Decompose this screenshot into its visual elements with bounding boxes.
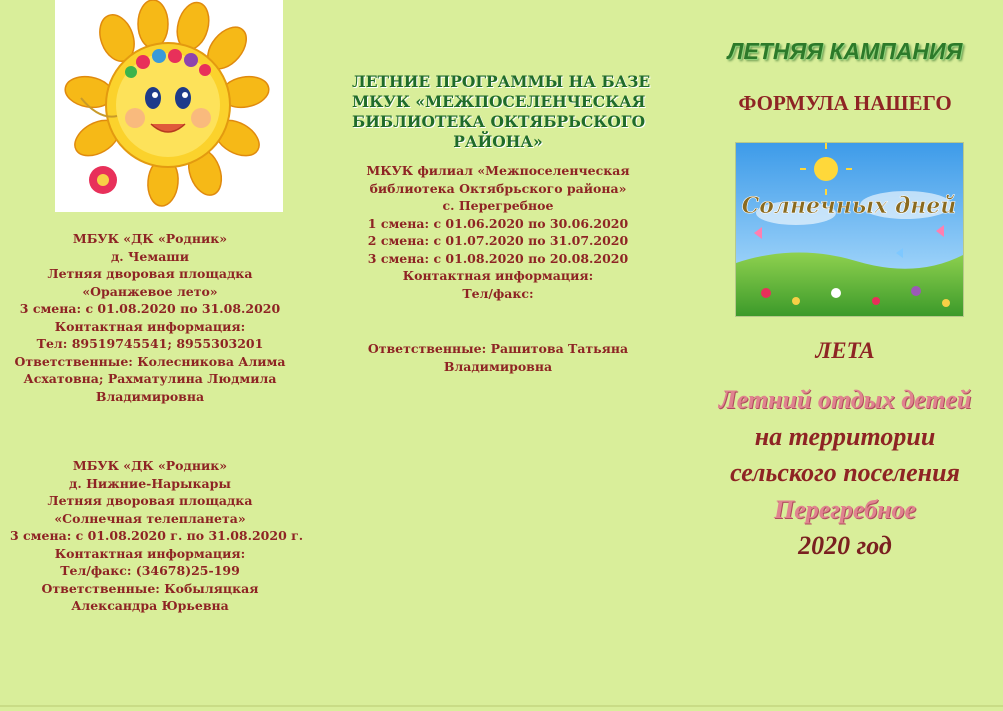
title-line: ЛЕТНИЕ ПРОГРАММЫ НА БАЗЕ (352, 72, 651, 91)
text-line: Ответственные: Кобыляцкая (41, 580, 259, 596)
title-line: Летний отдых детей (718, 385, 972, 414)
text-line: Тел: 89519745541; 8955303201 (36, 336, 264, 351)
text-line: д. Нижние-Нарыкары (69, 475, 231, 491)
text-line: с. Перегребное (442, 198, 554, 213)
text-line: Владимировна (95, 388, 205, 404)
text-line: Ответственные: Колесникова Алима (14, 353, 286, 369)
text-line: «Солнечная телепланета» (54, 510, 246, 526)
sunny-days-banner-image (735, 142, 964, 317)
text-line: Владимировна (443, 358, 553, 374)
title-line: Перегребное (773, 494, 917, 524)
text-line: МБУК «ДК «Родник» (72, 231, 228, 246)
contact-block-chemashi (10, 230, 290, 405)
sun-mascot-image (55, 0, 283, 212)
title-line: РАЙОНА» (453, 132, 543, 151)
text-line: 3 смена: с 01.08.2020 г. по 31.08.2020 г. (10, 528, 304, 543)
text-line: МБУК «ДК «Родник» (72, 458, 228, 473)
title-line: МКУК «МЕЖПОСЕЛЕНЧЕСКАЯ (352, 92, 646, 111)
text-line: «Оранжевое лето» (82, 283, 218, 299)
formula-heading: ФОРМУЛА НАШЕГО (738, 91, 952, 115)
title-line: сельского поселения (730, 458, 960, 487)
text-line: Контактная информация: (54, 318, 246, 334)
text-line: 1 смена: с 01.06.2020 по 30.06.2020 (367, 215, 629, 231)
contact-block-library (358, 162, 638, 302)
text-line: д. Чемаши (110, 248, 190, 264)
text-line: Летняя дворовая площадка (47, 266, 253, 281)
text-line: Тел/факс: (462, 285, 534, 301)
text-line: Александра Юрьевна (71, 598, 229, 613)
text-line: МКУК филиал «Межпоселенческая (366, 163, 630, 178)
text-line: Ответственные: Рашитова Татьяна (367, 341, 629, 356)
banner-caption: Солнечных дней (741, 193, 957, 219)
text-line: Контактная информация: (54, 545, 246, 561)
title-line: на территории (754, 421, 936, 451)
year-line: 2020 год (798, 531, 892, 560)
contact-block-nizhnie-narykary (10, 457, 304, 615)
text-line: библиотека Октябрьского района» (369, 180, 627, 196)
library-programs-title (352, 72, 651, 152)
text-line: Тел/факс: (34678)25-199 (60, 563, 240, 578)
campaign-heading: ЛЕТНЯЯ КАМПАНИЯ (727, 38, 963, 64)
text-line: Асхатовна; Рахматулина Людмила (23, 371, 277, 386)
title-line: БИБЛИОТЕКА ОКТЯБРЬСКОГО (352, 112, 646, 131)
page-bottom-rule (0, 705, 1003, 707)
text-line: 3 смена: с 01.08.2020 по 20.08.2020 (367, 250, 629, 266)
text-line: 2 смена: с 01.07.2020 по 31.07.2020 (367, 233, 629, 248)
text-line: Контактная информация: (402, 268, 594, 283)
summer-heading: ЛЕТА (815, 338, 875, 363)
text-line: Летняя дворовая площадка (47, 493, 253, 508)
library-responsible-block (358, 340, 638, 375)
text-line: 3 смена: с 01.08.2020 по 31.08.2020 (19, 301, 281, 316)
summer-rest-title (690, 382, 1000, 565)
